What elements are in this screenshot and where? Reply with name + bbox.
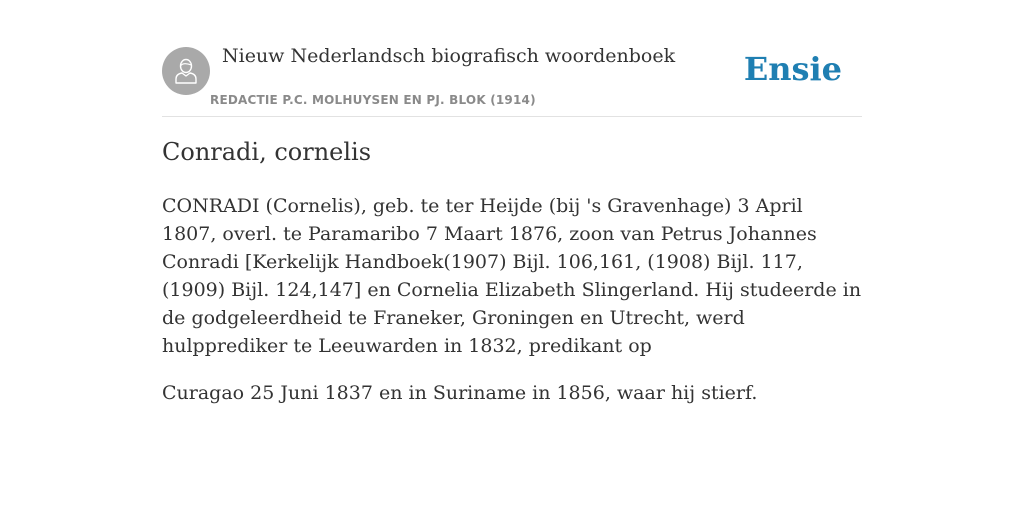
- source-header: [162, 40, 862, 117]
- user-placeholder-icon: [174, 57, 198, 85]
- entry-paragraph: CONRADI (Cornelis), geb. te ter Heijde (bij 's Gravenhage) 3 April 1807, overl. te Paramaribo 7 Maart 1876, zoon van Petrus Johannes Conradi [Kerkelijk Handboek(1907) Bijl. 106,161, (1908) Bijl. 117, (1909) Bijl. 124,147] en Cornelia Elizabeth Slingerland. Hij studeerde in de godgeleerdheid te Franeker, Groningen en Utrecht, werd hulpprediker te Leeuwarden in 1832, predikant op: [162, 195, 862, 357]
- editors-line: REDACTIE P.C. MOLHUYSEN EN PJ. BLOK (1914): [210, 93, 536, 107]
- entry-title: Conradi, cornelis: [162, 138, 372, 166]
- entry-body: [162, 192, 862, 426]
- brand-logo[interactable]: Ensie: [743, 50, 842, 88]
- entry-paragraph: Curagao 25 Juni 1837 en in Suriname in 1856, waar hij stierf.: [162, 382, 758, 404]
- book-title[interactable]: Nieuw Nederlandsch biografisch woordenboek: [222, 45, 676, 67]
- avatar[interactable]: [162, 47, 210, 95]
